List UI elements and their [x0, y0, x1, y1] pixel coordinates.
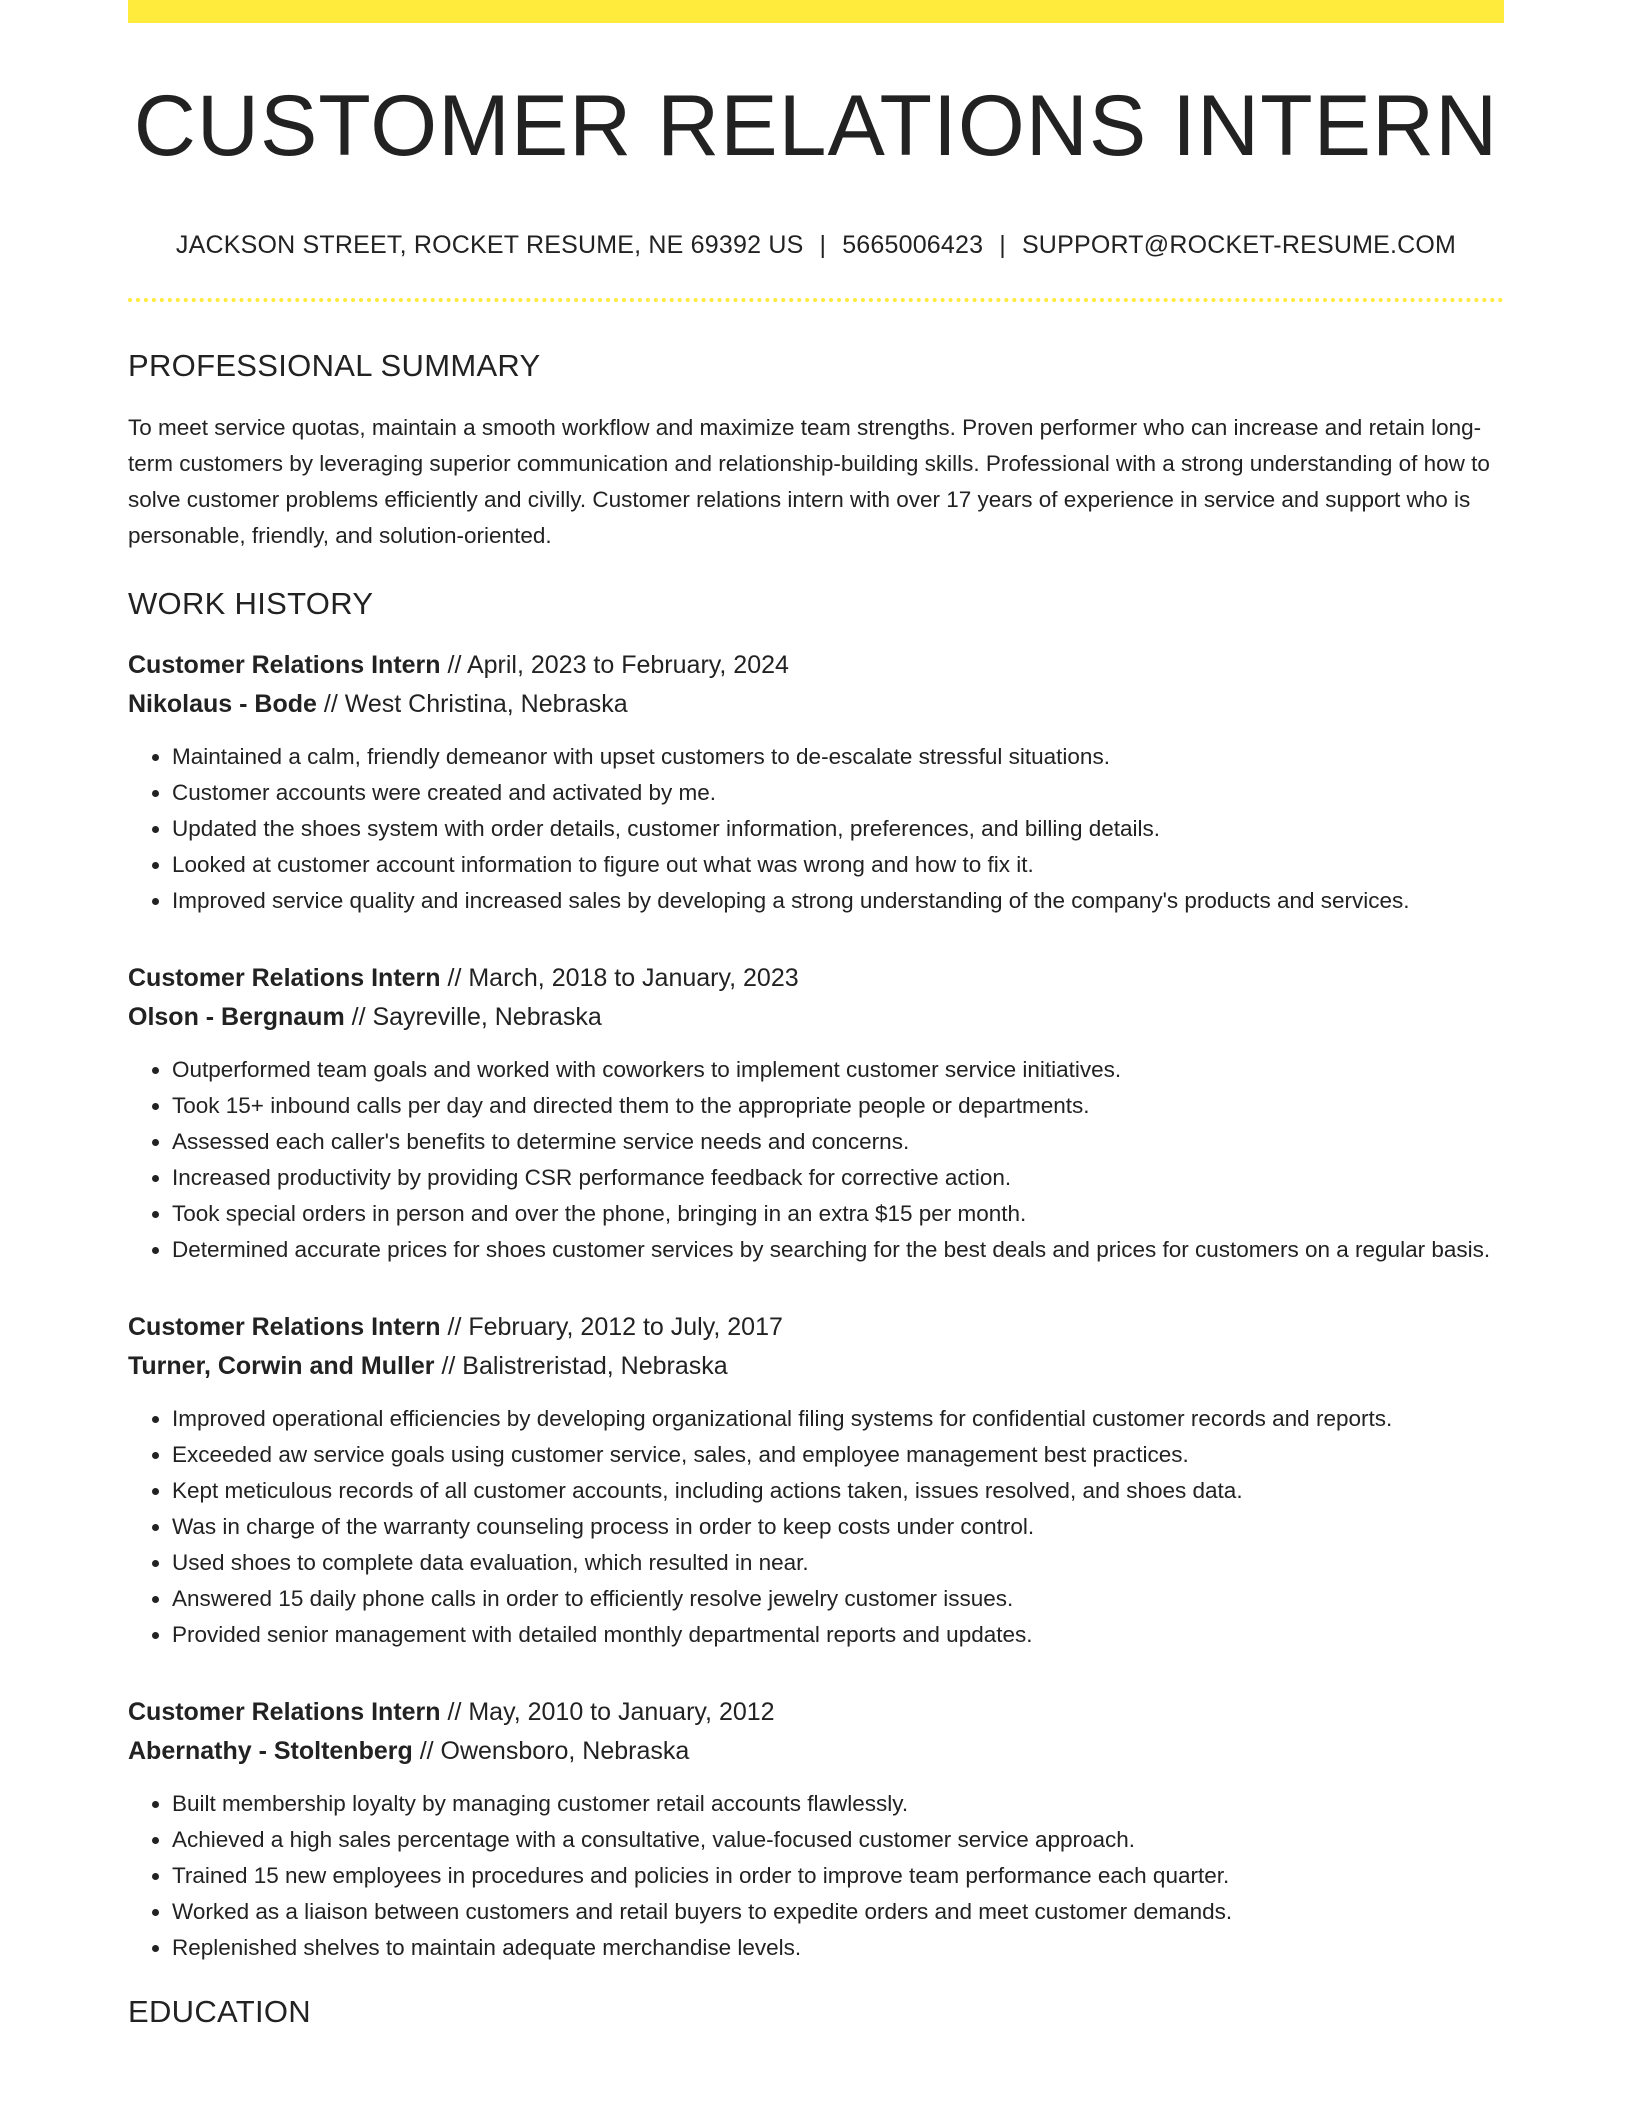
job-bullet-list: [128, 739, 1504, 919]
phone-number: 5665006423: [842, 231, 984, 259]
job-dates: // April, 2023 to February, 2024: [440, 651, 789, 679]
job-bullet: • Improved service quality and increased sales by developing a strong understanding of the company's products and services.: [172, 883, 1504, 919]
job-bullet: • Looked at customer account information to figure out what was wrong and how to fix it.: [172, 847, 1504, 883]
job-entry: [128, 959, 1504, 1268]
summary-text: To meet service quotas, maintain a smooth workflow and maximize team strengths. Proven performer who can increase and retain long-term customers by leveraging superior communication and relationship-building skills. Professional with a strong understanding of how to solve customer problems efficiently and civilly. Customer relations intern with over 17 years of experience in service and support who is personable, friendly, and solution-oriented.: [128, 415, 1490, 548]
job-bullet: • Improved operational efficiencies by developing organizational filing systems for confidential customer records and reports.: [172, 1401, 1504, 1437]
job-company-line: [128, 685, 1504, 724]
job-bullet: • Provided senior management with detailed monthly departmental reports and updates.: [172, 1617, 1504, 1653]
dotted-divider: [128, 298, 1504, 302]
job-bullet: • Achieved a high sales percentage with a consultative, value-focused customer service approach.: [172, 1822, 1504, 1858]
work-history-heading: WORK HISTORY: [128, 586, 374, 621]
job-location: // West Christina, Nebraska: [316, 690, 628, 718]
email-address: SUPPORT@ROCKET-RESUME.COM: [1021, 231, 1457, 259]
job-entry: [128, 646, 1504, 919]
job-bullet: • Replenished shelves to maintain adequate merchandise levels.: [172, 1930, 1504, 1966]
job-company-line: [128, 1732, 1504, 1771]
job-bullet: • Updated the shoes system with order details, customer information, preferences, and billing details.: [172, 811, 1504, 847]
education-heading: EDUCATION: [128, 1994, 311, 2029]
job-location: // Sayreville, Nebraska: [344, 1003, 602, 1031]
job-location: // Owensboro, Nebraska: [412, 1737, 690, 1765]
job-bullet: • Customer accounts were created and activated by me.: [172, 775, 1504, 811]
job-bullet-list: [128, 1786, 1504, 1966]
job-entry: [128, 1693, 1504, 1966]
address: JACKSON STREET, ROCKET RESUME, NE 69392 US: [175, 231, 804, 259]
job-bullet: • Increased productivity by providing CSR performance feedback for corrective action.: [172, 1160, 1504, 1196]
job-dates: // March, 2018 to January, 2023: [440, 964, 799, 992]
job-role: Customer Relations Intern: [128, 1313, 441, 1341]
job-bullet: • Determined accurate prices for shoes customer services by searching for the best deals and prices for customers on a regular basis.: [172, 1232, 1504, 1268]
job-bullet: • Used shoes to complete data evaluation, which resulted in near.: [172, 1545, 1504, 1581]
accent-bar: [128, 0, 1504, 23]
job-bullet: • Kept meticulous records of all customer accounts, including actions taken, issues resolved, and shoes data.: [172, 1473, 1504, 1509]
contact-line: [128, 231, 1504, 260]
job-bullet: • Assessed each caller's benefits to determine service needs and concerns.: [172, 1124, 1504, 1160]
summary-heading: PROFESSIONAL SUMMARY: [128, 348, 541, 383]
job-role: Customer Relations Intern: [128, 651, 441, 679]
job-bullet: • Answered 15 daily phone calls in order to efficiently resolve jewelry customer issues.: [172, 1581, 1504, 1617]
job-bullet: • Was in charge of the warranty counseling process in order to keep costs under control.: [172, 1509, 1504, 1545]
job-bullet: • Took 15+ inbound calls per day and directed them to the appropriate people or departments.: [172, 1088, 1504, 1124]
job-title-line: [128, 646, 1504, 685]
job-bullet-list: [128, 1401, 1504, 1653]
job-role: Customer Relations Intern: [128, 1698, 441, 1726]
job-company: Olson - Bergnaum: [128, 1003, 345, 1031]
job-bullet: • Took special orders in person and over the phone, bringing in an extra $15 per month.: [172, 1196, 1504, 1232]
job-title-line: [128, 1308, 1504, 1347]
job-dates: // May, 2010 to January, 2012: [440, 1698, 775, 1726]
contact-separator: |: [999, 231, 1006, 259]
job-dates: // February, 2012 to July, 2017: [440, 1313, 783, 1341]
job-company: Abernathy - Stoltenberg: [128, 1737, 413, 1765]
job-bullet: • Outperformed team goals and worked with coworkers to implement customer service initiatives.: [172, 1052, 1504, 1088]
job-company: Nikolaus - Bode: [128, 690, 317, 718]
contact-separator: |: [819, 231, 827, 259]
job-title-line: [128, 959, 1504, 998]
job-company-line: [128, 998, 1504, 1037]
job-role: Customer Relations Intern: [128, 964, 441, 992]
job-bullet: • Maintained a calm, friendly demeanor with upset customers to de-escalate stressful situations.: [172, 739, 1504, 775]
job-company: Turner, Corwin and Muller: [128, 1352, 435, 1380]
job-bullet: • Worked as a liaison between customers and retail buyers to expedite orders and meet customer demands.: [172, 1894, 1504, 1930]
job-bullet: • Built membership loyalty by managing customer retail accounts flawlessly.: [172, 1786, 1504, 1822]
job-title-line: [128, 1693, 1504, 1732]
job-bullet: • Trained 15 new employees in procedures and policies in order to improve team performance each quarter.: [172, 1858, 1504, 1894]
job-location: // Balistreristad, Nebraska: [434, 1352, 728, 1380]
job-company-line: [128, 1347, 1504, 1386]
work-history-list: [128, 646, 1504, 1966]
job-entry: [128, 1308, 1504, 1653]
job-bullet: • Exceeded aw service goals using customer service, sales, and employee management best practices.: [172, 1437, 1504, 1473]
resume-page: [128, 0, 1504, 2030]
job-bullet-list: [128, 1052, 1504, 1268]
resume-name: CUSTOMER RELATIONS INTERN: [133, 78, 1499, 174]
